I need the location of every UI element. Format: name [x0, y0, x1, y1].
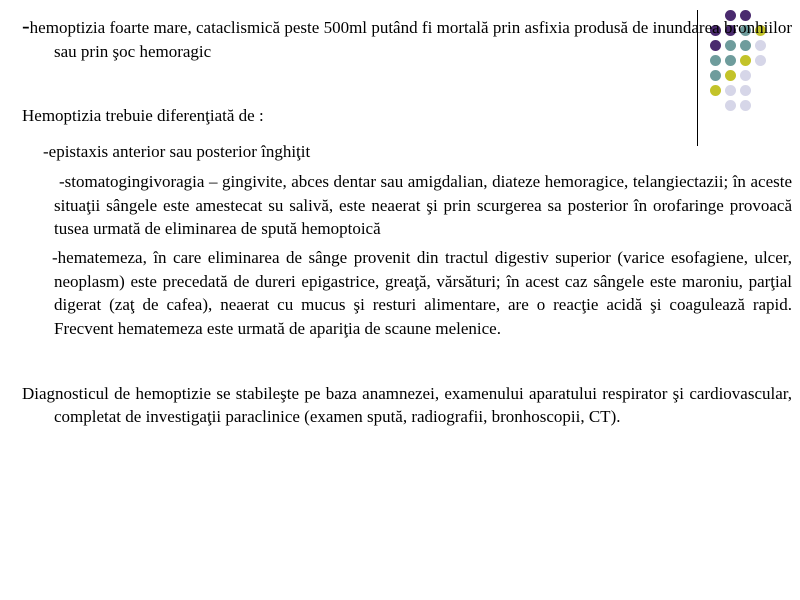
paragraph-stomatogingivoragia: -stomatogingivoragia – gingivite, abces dentar sau amigdalian, diateze hemoragice, telangiectazii; în aceste situaţii sângele este amestecat su salivă, este neaerat şi prin scurgerea sa posterior în orofaringe provoacă tusea urmată de eliminarea de spută hemoptoică [54, 171, 792, 239]
paragraph-massive-hemoptysis-text: hemoptizia foarte mare, cataclismică peste 500ml putând fi mortală prin asfixia produsă de inundarea bronhiilor sau prin şoc hemoragic [29, 18, 792, 61]
slide-content [22, 14, 792, 429]
paragraph-differential-heading: Hemoptizia trebuie diferenţiată de : [22, 106, 264, 126]
paragraph-diagnosis: Diagnosticul de hemoptizie se stabileşte pe baza anamnezei, examenului aparatului respirator şi cardiovascular, completat de investigaţii paraclinice (examen spută, radiografii, bronhoscopii, CT). [22, 383, 792, 427]
paragraph-hematemeza: -hematemeza, în care eliminarea de sânge provenit din tractul digestiv superior (varice esofagiene, ulcer, neoplasm) este precedată de dureri epigastrice, greaţă, vărsături; în acest caz sângele este maroniu, parţial digerat (zaţ de cafea), neaerat cu mucus şi resturi alimentare, are o reacţie acidă şi coagulează rapid. Frecvent hematemeza este urmată de apariţia de scaune melenice. [52, 247, 792, 339]
paragraph-epistaxis: -epistaxis anterior sau posterior înghiţit [43, 142, 311, 162]
dash-glyph: - [22, 13, 30, 38]
paragraph-massive-hemoptysis [22, 14, 792, 63]
